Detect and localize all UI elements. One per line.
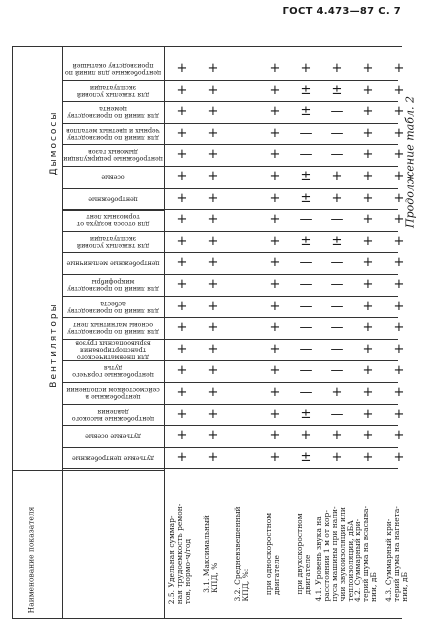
column-header-text: для тяжелых условий эксплуатации xyxy=(76,83,150,98)
continuation-text: Продолжение табл. 2 xyxy=(403,96,417,228)
group-smoke-text: Дымососы xyxy=(49,110,59,176)
column-header-text: центробежные xyxy=(88,195,138,203)
indicator-mark: — xyxy=(330,298,344,314)
indicator-mark: + xyxy=(207,104,219,120)
indicator-mark: — xyxy=(330,363,344,379)
indicator-mark: + xyxy=(176,61,188,76)
indicator-mark: — xyxy=(330,125,344,141)
column-header-text: для тяжелых условий эксплуатации xyxy=(76,234,150,249)
indicator-mark: + xyxy=(362,320,374,336)
indicator-mark: + xyxy=(207,320,219,336)
indicator-mark: + xyxy=(176,277,188,292)
indicator-mark: + xyxy=(207,449,219,465)
indicator-mark: + xyxy=(393,406,405,422)
column-header xyxy=(62,124,164,144)
column-header-text: для пневматического транспортирования взрывоопасных грузов xyxy=(75,339,151,361)
indicator-mark: — xyxy=(330,406,344,422)
row-label-text: 4.2. Суммарный кри- терий шума на всасыва- нии, дБ xyxy=(353,506,378,602)
param-header-border xyxy=(12,470,164,471)
column-header xyxy=(62,361,164,381)
indicator-mark: ± xyxy=(300,82,312,98)
indicator-mark: + xyxy=(362,341,374,357)
indicator-mark: + xyxy=(269,190,281,206)
column-header-text: для линий по производству черных и цветных металлов xyxy=(66,126,160,141)
indicator-mark: ± xyxy=(331,82,343,98)
indicator-mark: ± xyxy=(331,233,343,249)
indicator-mark: + xyxy=(176,233,188,249)
indicator-mark: ± xyxy=(300,190,312,206)
indicator-mark: + xyxy=(331,449,343,465)
indicator-mark: + xyxy=(362,125,374,141)
indicator-mark: + xyxy=(269,255,281,271)
indicator-mark: — xyxy=(330,255,344,271)
column-header xyxy=(62,275,164,295)
indicator-mark: + xyxy=(362,363,374,379)
indicator-mark: + xyxy=(207,255,219,271)
column-header xyxy=(62,426,164,446)
indicator-mark: + xyxy=(207,341,219,357)
column-header xyxy=(62,340,164,360)
indicator-mark: + xyxy=(362,147,374,163)
column-header xyxy=(62,81,164,101)
indicator-mark: ± xyxy=(300,233,312,249)
row-label-text: 4.1. Уровень звука на расстоянии 1 м от кор- пуса машины при нали- чии звукоизоляции или теплоизоляции, дБА xyxy=(314,506,355,602)
indicator-mark: + xyxy=(207,212,219,228)
indicator-mark: + xyxy=(176,190,188,206)
indicator-mark: ± xyxy=(300,104,312,120)
column-header xyxy=(62,145,164,165)
column-header-text: для линий по производству микрофибры xyxy=(67,278,159,292)
indicator-mark: + xyxy=(362,212,374,228)
indicator-mark: + xyxy=(393,82,405,98)
column-header-text: центробежные в сейсмостойком исполнении xyxy=(66,386,160,400)
indicator-mark: + xyxy=(269,385,281,400)
indicator-mark: + xyxy=(393,233,405,249)
group-ventilators xyxy=(48,215,60,475)
indicator-mark: + xyxy=(331,190,343,206)
indicator-mark: + xyxy=(269,428,281,444)
row-label-text: 2.5. Удельная суммар- ная трудоемкость ремон- тов, нормо-ч/год xyxy=(167,503,192,605)
indicator-mark: + xyxy=(393,190,405,206)
indicator-mark: + xyxy=(176,449,188,465)
page-header: ГОСТ 4.473—87 С. 7 xyxy=(282,6,401,17)
indicator-mark: + xyxy=(362,61,374,76)
column-header xyxy=(62,297,164,317)
group-ventilators-text: Вентиляторы xyxy=(49,302,59,388)
rotated-table xyxy=(8,20,418,626)
indicator-mark: + xyxy=(331,428,343,444)
indicator-mark: + xyxy=(207,190,219,206)
indicator-mark: — xyxy=(299,298,313,314)
indicator-mark: — xyxy=(299,255,313,271)
indicator-mark: + xyxy=(176,406,188,422)
indicator-mark: + xyxy=(393,147,405,163)
parameter-header-text: Наименование показателя xyxy=(26,506,36,614)
indicator-mark: + xyxy=(269,363,281,379)
col-line-18 xyxy=(62,468,398,469)
indicator-mark: + xyxy=(207,428,219,444)
indicator-mark: + xyxy=(269,61,281,76)
indicator-mark: + xyxy=(362,190,374,206)
frame-left xyxy=(12,46,13,618)
indicator-mark: — xyxy=(330,320,344,336)
indicator-mark: + xyxy=(176,428,188,444)
indicator-mark: + xyxy=(269,233,281,249)
column-header xyxy=(62,102,164,122)
column-header-text: центробежные для линий по производству окатышей xyxy=(64,62,162,76)
indicator-mark: + xyxy=(362,385,374,400)
indicator-mark: — xyxy=(299,363,313,379)
indicator-mark: + xyxy=(176,320,188,336)
row-label xyxy=(197,478,225,630)
indicator-mark: + xyxy=(393,363,405,379)
column-header xyxy=(62,59,164,79)
indicator-mark: + xyxy=(207,406,219,422)
column-header-text: центробежные горячего дутья xyxy=(72,364,154,379)
indicator-mark: + xyxy=(176,385,188,400)
row-label-text: при односкоростном двигателе xyxy=(264,512,281,596)
indicator-mark: + xyxy=(207,233,219,249)
indicator-mark: + xyxy=(176,255,188,271)
row-label xyxy=(228,478,256,630)
indicator-mark: + xyxy=(269,104,281,120)
indicator-mark: + xyxy=(269,212,281,228)
indicator-mark: — xyxy=(299,147,313,163)
indicator-mark: + xyxy=(269,341,281,357)
row-label xyxy=(314,478,355,630)
indicator-mark: — xyxy=(330,104,344,120)
column-header xyxy=(62,318,164,338)
indicator-mark: + xyxy=(207,125,219,141)
indicator-mark: + xyxy=(393,320,405,336)
indicator-mark: + xyxy=(269,298,281,314)
row-label-text: 3.2. Средневзвешенный КПД, %: xyxy=(233,506,250,602)
indicator-mark: + xyxy=(393,169,405,184)
column-header xyxy=(62,167,164,187)
column-header-text: центробежные мельничные xyxy=(66,259,160,267)
indicator-mark: — xyxy=(299,341,313,357)
indicator-mark: + xyxy=(362,104,374,120)
indicator-mark: + xyxy=(269,449,281,465)
indicator-mark: + xyxy=(393,428,405,444)
indicator-mark: — xyxy=(330,277,344,292)
row-label-text: 4.3. Суммарный кри- терий шума на нагнета- нии, дБ xyxy=(384,506,409,602)
indicator-mark: + xyxy=(269,82,281,98)
indicator-mark: + xyxy=(362,298,374,314)
indicator-mark: + xyxy=(393,212,405,228)
indicator-mark: + xyxy=(176,169,188,184)
indicator-mark: + xyxy=(393,449,405,465)
frame-top xyxy=(12,46,402,47)
indicator-mark: — xyxy=(299,385,313,400)
indicator-mark: + xyxy=(269,125,281,141)
indicator-mark: — xyxy=(299,125,313,141)
row-label-text: 3.1. Максимальный КПД, % xyxy=(202,515,219,593)
indicator-mark: + xyxy=(207,147,219,163)
indicator-mark: + xyxy=(362,169,374,184)
parameter-header xyxy=(24,480,38,640)
row-label xyxy=(383,478,411,630)
indicator-mark: + xyxy=(362,233,374,249)
indicator-mark: + xyxy=(176,104,188,120)
indicator-mark: + xyxy=(176,341,188,357)
indicator-mark: — xyxy=(330,212,344,228)
row-label xyxy=(259,478,287,630)
column-header-text: для линий по производству цемента xyxy=(67,105,159,120)
column-header xyxy=(62,210,164,230)
indicator-mark: + xyxy=(269,406,281,422)
row-label xyxy=(166,478,194,630)
indicator-mark: + xyxy=(269,169,281,184)
column-header-text: для линий по производству основы магнитных лент xyxy=(67,321,159,336)
indicator-mark: + xyxy=(362,255,374,271)
indicator-mark: — xyxy=(299,320,313,336)
indicator-mark: + xyxy=(393,61,405,76)
column-header xyxy=(62,253,164,273)
indicator-mark: + xyxy=(269,277,281,292)
column-header xyxy=(62,448,164,468)
indicator-mark: + xyxy=(176,82,188,98)
indicator-mark: + xyxy=(207,61,219,76)
indicator-mark: + xyxy=(176,147,188,163)
indicator-mark: + xyxy=(176,363,188,379)
indicator-mark: + xyxy=(300,61,312,76)
indicator-mark: ± xyxy=(300,406,312,422)
indicator-mark: + xyxy=(176,125,188,141)
indicator-mark: + xyxy=(207,298,219,314)
column-header-text: центробежные высокого давления xyxy=(71,407,155,422)
column-header-text: дутьевые центробежные xyxy=(71,454,155,462)
column-header xyxy=(62,405,164,425)
indicator-mark: + xyxy=(300,428,312,444)
column-header xyxy=(62,189,164,209)
indicator-mark: + xyxy=(393,255,405,271)
group-smoke-exhausters xyxy=(48,78,60,208)
indicator-mark: + xyxy=(207,385,219,400)
header-body-border xyxy=(164,46,165,618)
indicator-mark: + xyxy=(207,169,219,184)
indicator-mark: — xyxy=(299,277,313,292)
indicator-mark: + xyxy=(269,147,281,163)
indicator-mark: + xyxy=(207,363,219,379)
indicator-mark: + xyxy=(362,449,374,465)
indicator-mark: + xyxy=(207,277,219,292)
column-header-text: центробежные рециркуляции дымовых газов xyxy=(63,148,163,163)
indicator-mark: — xyxy=(299,212,313,228)
indicator-mark: + xyxy=(176,212,188,228)
indicator-mark: — xyxy=(330,341,344,357)
indicator-mark: ± xyxy=(300,169,312,184)
column-header-text: для линий по производству асбеста xyxy=(67,299,159,314)
row-label-text: при двухскоростном двигателе xyxy=(295,513,312,595)
indicator-mark: + xyxy=(362,277,374,292)
indicator-mark: + xyxy=(362,82,374,98)
indicator-mark: + xyxy=(393,385,405,400)
indicator-mark: + xyxy=(269,320,281,336)
column-header-text: для отсоса воздуха от тормозных лент xyxy=(76,213,150,228)
indicator-mark: + xyxy=(176,298,188,314)
indicator-mark: + xyxy=(393,298,405,314)
indicator-mark: + xyxy=(331,169,343,184)
indicator-mark: + xyxy=(331,61,343,76)
indicator-mark: + xyxy=(207,82,219,98)
column-header xyxy=(62,232,164,252)
indicator-mark: + xyxy=(331,385,343,400)
indicator-mark: + xyxy=(393,104,405,120)
column-header-text: дутьевые осевые xyxy=(85,432,141,440)
indicator-mark: + xyxy=(393,125,405,141)
indicator-mark: ± xyxy=(300,449,312,465)
row-label xyxy=(352,478,380,630)
column-header xyxy=(62,383,164,403)
indicator-mark: + xyxy=(362,428,374,444)
column-header-text: осевые xyxy=(101,173,125,181)
indicator-mark: + xyxy=(393,341,405,357)
indicator-mark: — xyxy=(330,147,344,163)
indicator-mark: + xyxy=(362,406,374,422)
indicator-mark: + xyxy=(393,277,405,292)
